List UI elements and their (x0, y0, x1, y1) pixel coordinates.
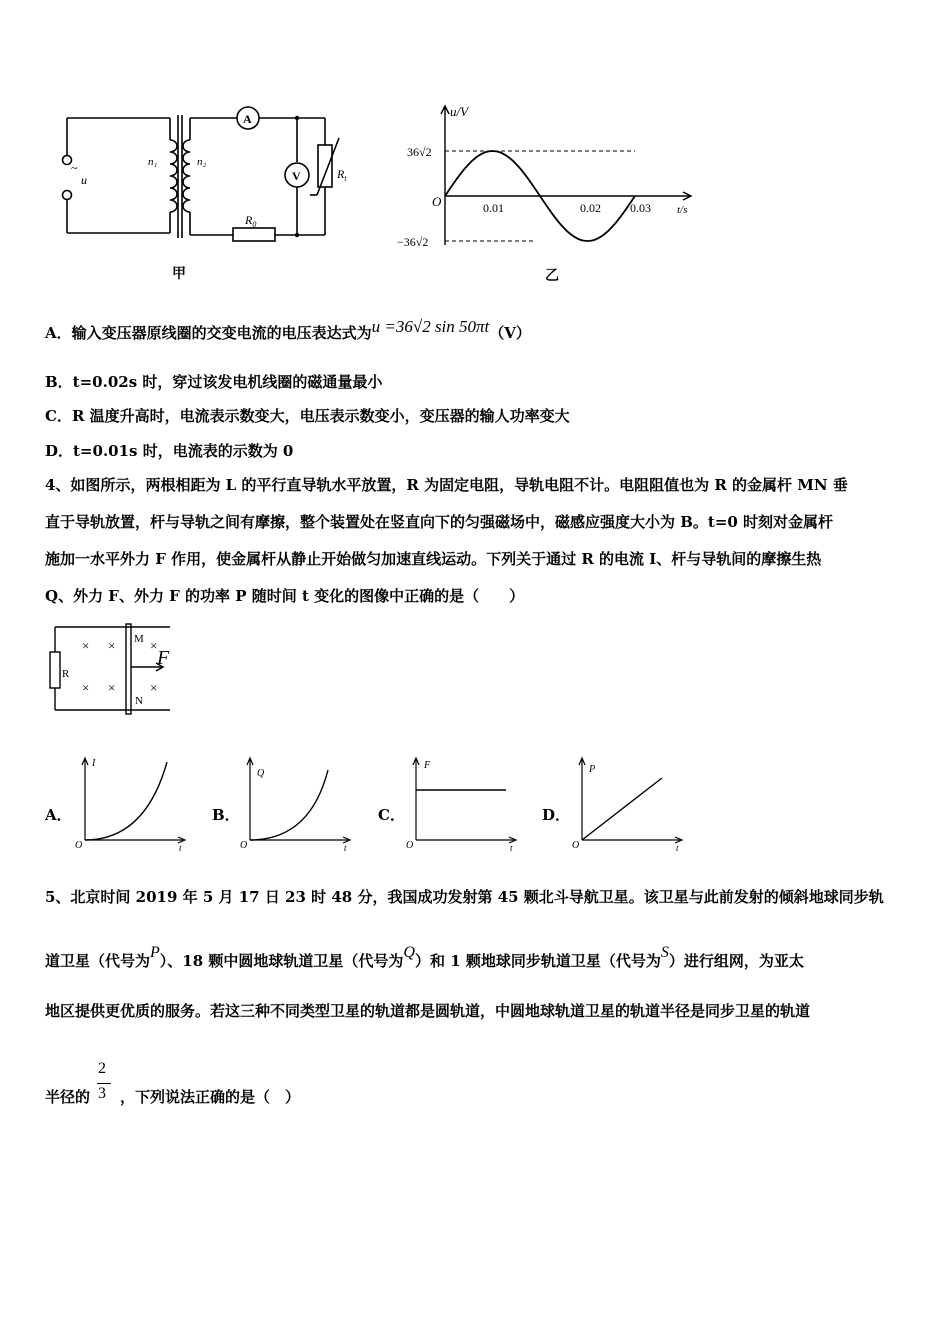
graph-d-power (572, 752, 687, 852)
svg-text:O: O (572, 840, 580, 851)
figure-yi-caption: 乙 (545, 269, 559, 284)
graph-c-force (406, 752, 521, 852)
n1-label: n₁ (148, 156, 158, 168)
y-bottom-label: −36√2 (397, 235, 429, 249)
n-label: N (135, 695, 143, 707)
graph-a-current (75, 752, 190, 852)
q5-stem-line-2: 道卫星（代号为P）、18 颗中圆地球轨道卫星（代号为Q）和 1 颗地球同步轨道卫星（代号为S）进行组网，为亚太 (45, 944, 804, 970)
q4-stem-line-2: 直于导轨放置，杆与导轨之间有摩擦，整个装置处在竖直向下的匀强磁场中，磁感应强度大小为 B。t=0 时刻对金属杆 (45, 513, 834, 531)
y-top-label: 36√2 (407, 145, 432, 159)
u-label: u (81, 173, 87, 187)
svg-text:I: I (92, 758, 96, 769)
q4-option-d-label: D． (542, 806, 571, 824)
svg-text:×: × (150, 680, 158, 695)
transformer-circuit-figure (55, 100, 345, 290)
q4-option-c-label: C． (378, 806, 405, 824)
x-tick-003: 0.03 (630, 201, 651, 215)
q4-stem-line-3: 施加一水平外力 F 作用，使金属杆从静止开始做匀加速直线运动。下列关于通过 R 的电流 I、杆与导轨间的摩擦生热 (45, 550, 822, 568)
svg-text:O: O (240, 840, 248, 851)
q4-option-a-label: A． (45, 806, 72, 824)
q5-stem-line-1: 5、北京时间 2019 年 5 月 17 日 23 时 48 分，我国成功发射第 45 颗北斗导航卫星。该卫星与此前发射的倾斜地球同步轨 (45, 888, 884, 906)
origin-label: O (432, 194, 442, 209)
q3-option-d: D．t=0.01s 时，电流表的示数为 0 (45, 442, 294, 460)
svg-text:F: F (424, 760, 431, 771)
m-label: M (134, 633, 144, 645)
q4-option-b-label: B． (212, 806, 240, 824)
svg-text:×: × (82, 680, 90, 695)
symbol-q: Q (403, 944, 415, 961)
x-axis-label: t/s (677, 204, 688, 216)
ammeter-label: A (243, 112, 252, 126)
symbol-s: S (660, 944, 669, 961)
voltmeter-label: V (292, 169, 301, 183)
rt-label: $R_t$ (337, 167, 347, 183)
q4-stem-line-1: 4、如图所示，两根相距为 L 的平行直导轨水平放置，R 为固定电阻，导轨电阻不计。电阻阻值也为 R 的金属杆 MN 垂 (45, 476, 848, 494)
x-tick-002: 0.02 (580, 201, 601, 215)
r0-label: $R_0$ (245, 213, 257, 229)
voltage-formula: u =36√2 sin 50πt (371, 317, 490, 336)
svg-text:t: t (344, 843, 347, 853)
svg-text:O: O (406, 840, 414, 851)
n2-label: n₂ (197, 156, 207, 168)
svg-text:P: P (589, 764, 596, 775)
resistor-r-label: R (62, 668, 70, 680)
rail-circuit-figure (40, 622, 185, 717)
svg-text:~: ~ (71, 161, 78, 175)
q3-option-a: A．输入变压器原线圈的交变电流的电压表达式为u =36√2 sin 50πt（V） (45, 317, 531, 342)
fraction-numerator: 2 (98, 1060, 106, 1077)
fraction-denominator: 3 (98, 1085, 106, 1102)
q3-option-c: C．R 温度升高时，电流表示数变大，电压表示数变小，变压器的输人功率变大 (45, 407, 570, 425)
svg-text:O: O (75, 840, 83, 851)
figure-jia-caption: 甲 (172, 267, 186, 282)
svg-text:t: t (676, 843, 679, 853)
q4-stem-line-4: Q、外力 F、外力 F 的功率 P 随时间 t 变化的图像中正确的是（ ） (45, 587, 525, 605)
voltage-waveform-chart (395, 100, 700, 290)
svg-text:×: × (82, 638, 90, 653)
svg-text:×: × (108, 638, 116, 653)
q5-stem-line-4: 半径的 ，下列说法正确的是（ ） (45, 1088, 301, 1106)
fraction-bar (97, 1083, 111, 1084)
graph-b-heat (240, 752, 355, 852)
svg-text:×: × (150, 638, 158, 653)
y-axis-label: u/V (450, 104, 469, 119)
q3-option-b: B．t=0.02s 时，穿过该发电机线圈的磁通量最小 (45, 373, 383, 391)
force-f-label: F (157, 647, 170, 669)
q5-stem-line-3: 地区提供更优质的服务。若这三种不同类型卫星的轨道都是圆轨道，中圆地球轨道卫星的轨道半径是同步卫星的轨道 (45, 1002, 811, 1020)
symbol-p: P (150, 944, 160, 961)
svg-text:Q: Q (257, 768, 265, 779)
x-tick-001: 0.01 (483, 201, 504, 215)
svg-text:t: t (510, 843, 513, 853)
svg-text:t: t (179, 843, 182, 853)
svg-text:×: × (108, 680, 116, 695)
